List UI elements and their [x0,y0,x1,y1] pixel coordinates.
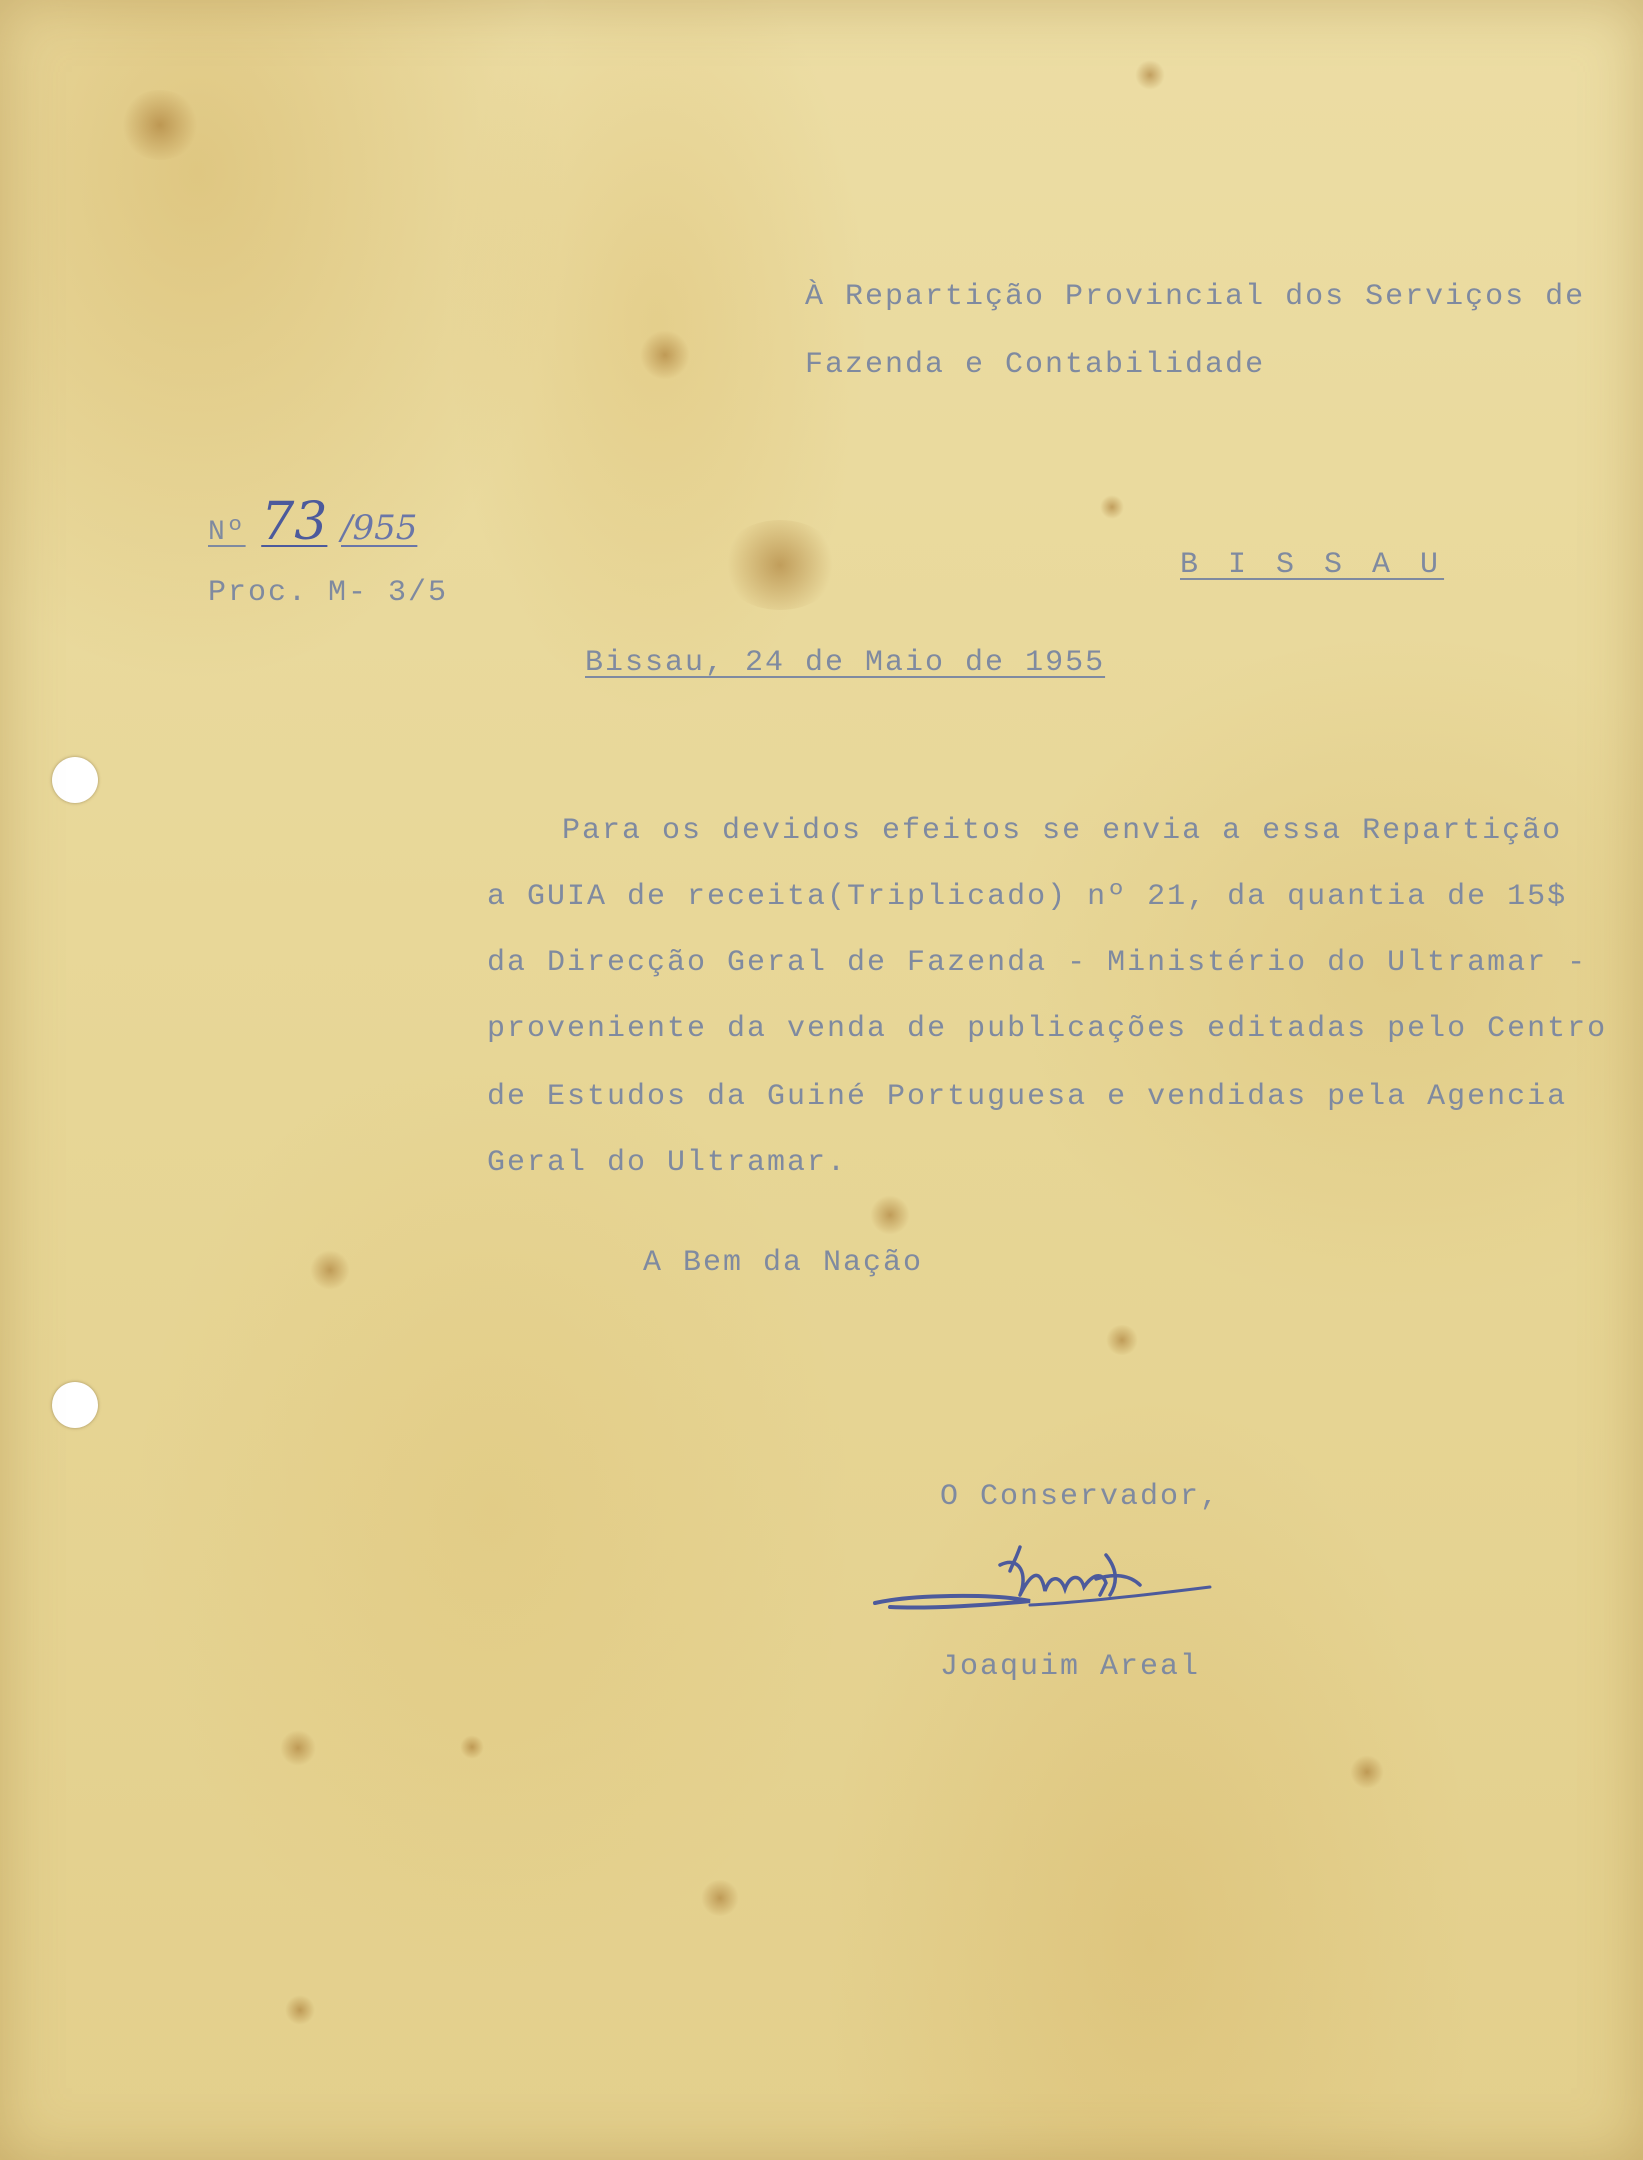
punch-hole-lower [52,1382,98,1428]
stain [700,1880,740,1916]
stain [640,330,690,380]
stain [1350,1755,1384,1789]
stain [460,1735,484,1759]
reference-number-year: /955 [341,508,418,548]
recipient-city: B I S S A U [1180,548,1445,582]
stain [285,1995,315,2025]
body-line-3: da Direcção Geral de Fazenda - Ministério do Ultramar - [487,946,1588,980]
closing-formula: A Bem da Nação [643,1246,924,1280]
body-line-6: Geral do Ultramar. [487,1146,848,1180]
reference-number-prefix: Nº [208,517,246,548]
stain [1135,60,1165,90]
stain [870,1195,910,1235]
date-line: Bissau, 24 de Maio de 1955 [585,646,1106,680]
signatory-name: Joaquim Areal [940,1650,1201,1684]
signatory-title: O Conservador, [940,1480,1221,1514]
recipient-line-2: Fazenda e Contabilidade [805,348,1266,382]
stain [1100,495,1124,519]
body-line-4: proveniente da venda de publicações editadas pelo Centro [487,1012,1608,1046]
reference-number-handwritten: 73 [261,492,328,552]
stain [120,90,200,160]
stain [1105,1325,1139,1355]
body-line-2: a GUIA de receita(Triplicado) nº 21, da quantia de 15$ [487,880,1568,914]
body-line-5: de Estudos da Guiné Portuguesa e vendidas pela Agencia [487,1080,1568,1114]
stain [720,520,840,610]
punch-hole-upper [52,757,98,803]
reference-number [208,492,417,552]
recipient-line-1: À Repartição Provincial dos Serviços de [805,280,1586,314]
stain [280,1730,316,1766]
process-reference: Proc. M- 3/5 [208,576,449,610]
body-line-1: Para os devidos efeitos se envia a essa Repartição [562,814,1563,848]
stain [310,1250,350,1290]
